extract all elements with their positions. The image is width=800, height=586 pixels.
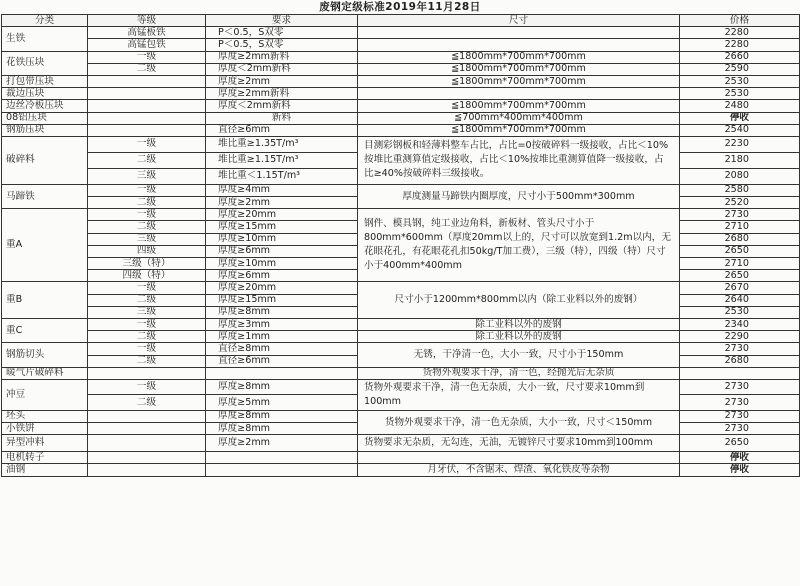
price-cell: 2710 <box>680 258 800 270</box>
category-cell: 重C <box>2 318 88 342</box>
requirement-cell: P＜0.5，S双零 <box>206 27 358 39</box>
price-cell: 2520 <box>680 197 800 209</box>
requirement-cell <box>206 452 358 464</box>
size-cell: 货物外观要求干净，清一色无杂质，大小一致，尺寸＜150mm <box>358 410 680 434</box>
document-title: 废钢定级标准2019年11月28日 <box>319 1 481 13</box>
size-cell: 除工业料以外的废钢 <box>358 318 680 330</box>
price-cell: 2730 <box>680 209 800 221</box>
size-cell: 货物要求无杂质，无勾连，无油，无镀锌尺寸要求10mm到100mm <box>358 435 680 452</box>
grade-cell: 三级 <box>88 306 206 318</box>
price-cell: 2180 <box>680 152 800 168</box>
table-row <box>2 136 800 152</box>
price-cell: 2530 <box>680 88 800 100</box>
size-cell: ≦1800mm*700mm*700mm <box>358 100 680 112</box>
price-cell: 2590 <box>680 63 800 75</box>
requirement-cell: 厚度≥3mm <box>206 318 358 330</box>
requirement-cell: 厚度＜2mm新料 <box>206 100 358 112</box>
price-cell: 2340 <box>680 318 800 330</box>
grade-cell <box>88 124 206 136</box>
grade-cell <box>88 410 206 422</box>
table-row <box>2 379 800 395</box>
price-cell: 2680 <box>680 233 800 245</box>
requirement-cell: 厚度≥2mm <box>206 75 358 87</box>
category-cell: 坯头 <box>2 410 88 422</box>
size-cell: 除工业料以外的废钢 <box>358 331 680 343</box>
price-cell: 2650 <box>680 245 800 257</box>
table-row <box>2 63 800 75</box>
requirement-cell: 厚度≥20mm <box>206 282 358 294</box>
header-requirement: 要求 <box>206 15 358 27</box>
price-cell: 2730 <box>680 395 800 411</box>
grade-cell <box>88 100 206 112</box>
size-cell: 目测彩钢板和轻薄料整车占比，占比=0按破碎料一级接收，占比＜10%按堆比重测算值定级接收，占比＜10%按堆比重测算值降一级接收，占比≥40%按破碎料三级接收。 <box>358 136 680 184</box>
size-cell: 钢件、模具钢，纯工业边角料，新板材、管头尺寸小于800mm*600mm（厚度20mm以上的，尺寸可以放宽到1.2m以内，无花眼花孔，有花眼花孔扣50kg/T加工费），三级（特），四级（特）尺寸小于400mm*400mm <box>358 209 680 282</box>
table-row <box>2 75 800 87</box>
category-cell: 花铁压块 <box>2 51 88 75</box>
size-cell: 厚度测量马蹄铁内圈厚度，尺寸小于500mm*300mm <box>358 184 680 208</box>
requirement-cell: 厚度≥15mm <box>206 221 358 233</box>
grade-cell: 二级 <box>88 331 206 343</box>
requirement-cell <box>206 464 358 476</box>
size-cell: 货物外观要求干净，清一色，经抛光后无杂质 <box>358 367 680 379</box>
price-cell <box>680 367 800 379</box>
category-cell: 重A <box>2 209 88 282</box>
table-row <box>2 410 800 422</box>
grade-cell: 一级 <box>88 318 206 330</box>
table-row <box>2 343 800 355</box>
price-cell: 2280 <box>680 27 800 39</box>
requirement-cell: 堆比重≥1.15T/m³ <box>206 152 358 168</box>
requirement-cell: 新料 <box>206 112 358 124</box>
grade-cell <box>88 88 206 100</box>
category-cell: 生铁 <box>2 27 88 51</box>
category-cell: 边丝冷板压块 <box>2 100 88 112</box>
requirement-cell: 直径≥6mm <box>206 355 358 367</box>
price-cell: 2280 <box>680 39 800 51</box>
grade-cell: 一级 <box>88 136 206 152</box>
size-cell: ≦1800mm*700mm*700mm <box>358 75 680 87</box>
price-cell: 2650 <box>680 435 800 452</box>
grade-cell <box>88 75 206 87</box>
requirement-cell: 厚度≥20mm <box>206 209 358 221</box>
grade-cell: 一级 <box>88 51 206 63</box>
category-cell: 油钢 <box>2 464 88 476</box>
table-row <box>2 27 800 39</box>
requirement-cell: 直径≥6mm <box>206 124 358 136</box>
requirement-cell: 厚度≥6mm <box>206 270 358 282</box>
size-cell: ≦1800mm*700mm*700mm <box>358 51 680 63</box>
size-cell <box>358 39 680 51</box>
grade-cell: 三级 <box>88 233 206 245</box>
category-cell: 08铝压块 <box>2 112 88 124</box>
price-cell: 2580 <box>680 184 800 196</box>
grade-cell: 一级 <box>88 343 206 355</box>
grade-cell <box>88 452 206 464</box>
grade-cell: 二级 <box>88 294 206 306</box>
size-cell: 无锈，干净清一色，大小一致，尺寸小于150mm <box>358 343 680 367</box>
requirement-cell: 厚度≥8mm <box>206 410 358 422</box>
header-size: 尺寸 <box>358 15 680 27</box>
price-cell: 2530 <box>680 306 800 318</box>
price-cell: 2730 <box>680 379 800 395</box>
requirement-cell: 厚度≥4mm <box>206 184 358 196</box>
table-row <box>2 51 800 63</box>
grade-cell: 二级 <box>88 63 206 75</box>
table-row <box>2 464 800 476</box>
requirement-cell: 厚度≥2mm新料 <box>206 88 358 100</box>
price-cell: 2730 <box>680 423 800 435</box>
table-row <box>2 452 800 464</box>
requirement-cell: 厚度≥8mm <box>206 379 358 395</box>
grade-cell: 三级（特） <box>88 258 206 270</box>
category-cell: 暖气片破碎料 <box>2 367 88 379</box>
price-cell: 2680 <box>680 355 800 367</box>
grade-cell <box>88 423 206 435</box>
requirement-cell <box>206 367 358 379</box>
grade-cell: 二级 <box>88 355 206 367</box>
price-cell: 2640 <box>680 294 800 306</box>
category-cell: 打包带压块 <box>2 75 88 87</box>
table-row <box>2 318 800 330</box>
grade-cell: 一级 <box>88 379 206 395</box>
size-cell: 货物外观要求干净，清一色无杂质，大小一致，尺寸要求10mm到100mm <box>358 379 680 410</box>
table-row <box>2 39 800 51</box>
size-cell: ≦1800mm*700mm*700mm <box>358 124 680 136</box>
grade-cell: 一级 <box>88 184 206 196</box>
grade-cell: 高锰板铁 <box>88 27 206 39</box>
grade-cell <box>88 464 206 476</box>
table-row <box>2 88 800 100</box>
requirement-cell: 厚度≥1mm <box>206 331 358 343</box>
grade-cell <box>88 367 206 379</box>
table-row <box>2 282 800 294</box>
price-cell: 2670 <box>680 282 800 294</box>
table-row <box>2 124 800 136</box>
header-price: 价格 <box>680 15 800 27</box>
size-cell: 尺寸小于1200mm*800mm以内（除工业料以外的废钢） <box>358 282 680 319</box>
grade-cell: 二级 <box>88 197 206 209</box>
requirement-cell: 厚度＜2mm新料 <box>206 63 358 75</box>
price-cell: 2650 <box>680 270 800 282</box>
table-row <box>2 112 800 124</box>
price-table <box>1 14 800 477</box>
table-row <box>2 209 800 221</box>
price-cell: 2230 <box>680 136 800 152</box>
grade-cell: 二级 <box>88 395 206 411</box>
price-cell: 2290 <box>680 331 800 343</box>
category-cell: 钢筋切头 <box>2 343 88 367</box>
category-cell: 小铁饼 <box>2 423 88 435</box>
table-row <box>2 367 800 379</box>
category-cell: 重B <box>2 282 88 319</box>
requirement-cell: 厚度≥2mm <box>206 197 358 209</box>
category-cell: 裁边压块 <box>2 88 88 100</box>
grade-cell: 三级 <box>88 168 206 184</box>
category-cell: 电机转子 <box>2 452 88 464</box>
requirement-cell: 厚度≥8mm <box>206 306 358 318</box>
price-cell: 2730 <box>680 410 800 422</box>
grade-cell: 四级（特） <box>88 270 206 282</box>
price-cell: 停收 <box>680 112 800 124</box>
grade-cell: 一级 <box>88 209 206 221</box>
price-cell: 停收 <box>680 452 800 464</box>
price-cell: 2480 <box>680 100 800 112</box>
price-cell: 2540 <box>680 124 800 136</box>
grade-cell: 二级 <box>88 152 206 168</box>
table-row <box>2 331 800 343</box>
requirement-cell: 堆比重≥1.35T/m³ <box>206 136 358 152</box>
price-cell: 2660 <box>680 51 800 63</box>
price-cell: 2730 <box>680 343 800 355</box>
category-cell: 冲豆 <box>2 379 88 410</box>
requirement-cell: 堆比重＜1.15T/m³ <box>206 168 358 184</box>
grade-cell: 一级 <box>88 282 206 294</box>
price-cell: 2530 <box>680 75 800 87</box>
size-cell: ≦1800mm*700mm*700mm <box>358 63 680 75</box>
price-cell: 停收 <box>680 464 800 476</box>
requirement-cell: P＜0.5，S双零 <box>206 39 358 51</box>
grade-cell: 四级 <box>88 245 206 257</box>
requirement-cell: 厚度≥8mm <box>206 423 358 435</box>
table-row <box>2 184 800 196</box>
requirement-cell: 直径≥8mm <box>206 343 358 355</box>
grade-cell <box>88 435 206 452</box>
grade-cell: 高锰包铁 <box>88 39 206 51</box>
grade-cell: 二级 <box>88 221 206 233</box>
header-category: 分类 <box>2 15 88 27</box>
requirement-cell: 厚度≥10mm <box>206 233 358 245</box>
table-row <box>2 100 800 112</box>
size-cell <box>358 452 680 464</box>
price-cell: 2710 <box>680 221 800 233</box>
requirement-cell: 厚度≥15mm <box>206 294 358 306</box>
category-cell: 钢筋压块 <box>2 124 88 136</box>
requirement-cell: 厚度≥10mm <box>206 258 358 270</box>
header-row <box>2 15 800 27</box>
category-cell: 破碎料 <box>2 136 88 184</box>
grade-cell <box>88 112 206 124</box>
category-cell: 异型冲料 <box>2 435 88 452</box>
price-cell: 2080 <box>680 168 800 184</box>
table-row <box>2 435 800 452</box>
requirement-cell: 厚度≥2mm新料 <box>206 51 358 63</box>
size-cell <box>358 27 680 39</box>
requirement-cell: 厚度≥5mm <box>206 395 358 411</box>
requirement-cell: 厚度≥6mm <box>206 245 358 257</box>
size-cell: ≦700mm*400mm*400mm <box>358 112 680 124</box>
header-grade: 等级 <box>88 15 206 27</box>
size-cell <box>358 88 680 100</box>
requirement-cell: 厚度≥2mm <box>206 435 358 452</box>
size-cell: 月牙伏，不含锯末、焊渣、氧化铁皮等杂物 <box>358 464 680 476</box>
category-cell: 马蹄铁 <box>2 184 88 208</box>
